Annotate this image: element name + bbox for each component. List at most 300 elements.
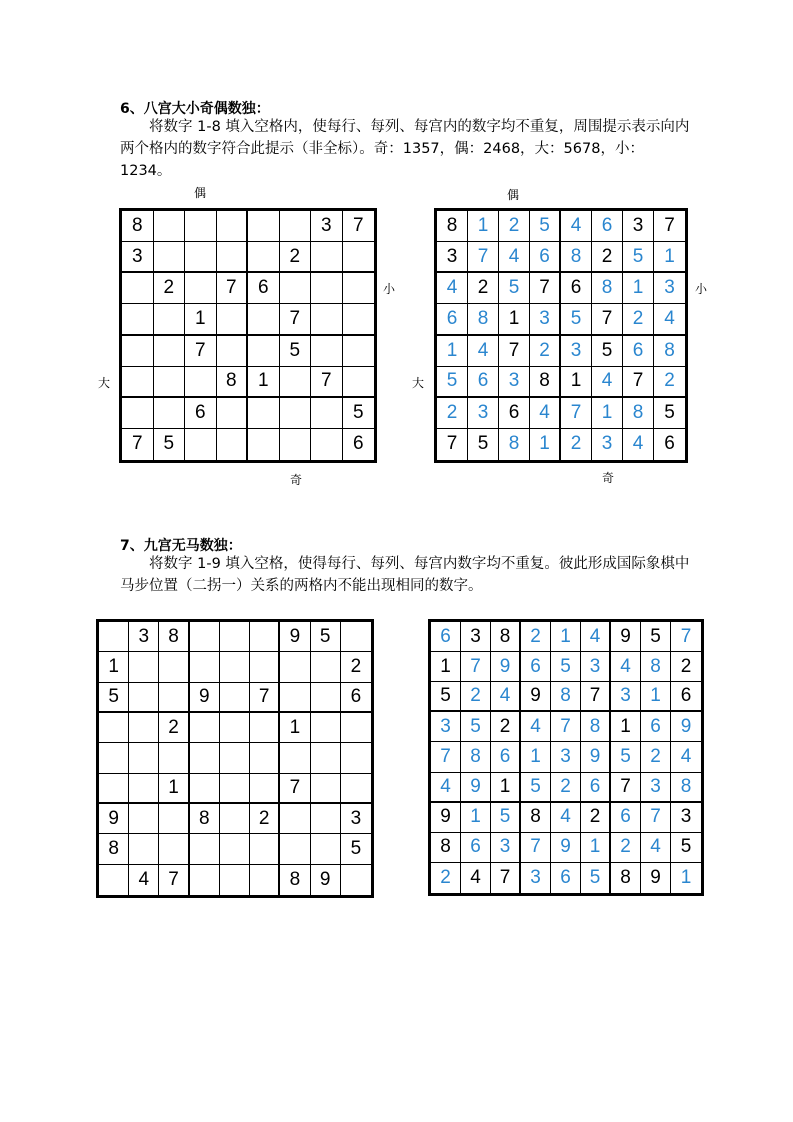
sudoku-cell: 5 — [530, 211, 561, 242]
sudoku-cell: 8 — [592, 273, 623, 304]
sudoku-cell: 9 — [280, 622, 310, 652]
sudoku-cell — [159, 804, 189, 834]
sudoku-cell: 9 — [641, 863, 671, 893]
sudoku-cell: 9 — [311, 865, 341, 895]
hint-bottom-right: 奇 — [602, 471, 615, 485]
sudoku-cell: 3 — [592, 429, 623, 460]
sudoku-cell: 9 — [521, 682, 551, 712]
sudoku-cell: 3 — [623, 211, 654, 242]
sudoku-cell: 1 — [499, 304, 530, 335]
sudoku-cell: 3 — [641, 773, 671, 803]
sudoku-cell: 6 — [468, 367, 499, 398]
sudoku-cell: 1 — [551, 622, 581, 652]
sudoku-cell — [311, 273, 343, 304]
sudoku-cell — [280, 652, 310, 682]
sudoku-cell: 3 — [129, 622, 159, 652]
sudoku-cell: 7 — [592, 304, 623, 335]
sudoku-cell — [220, 743, 250, 773]
sudoku-cell: 8 — [561, 242, 592, 273]
sudoku-cell: 6 — [561, 273, 592, 304]
sudoku-cell: 6 — [611, 803, 641, 833]
sudoku-cell — [341, 774, 371, 804]
sudoku-cell — [248, 336, 280, 367]
puzzle-7-grid — [96, 619, 374, 898]
sudoku-cell: 4 — [592, 367, 623, 398]
sudoku-cell: 8 — [468, 304, 499, 335]
sudoku-cell: 2 — [154, 273, 186, 304]
sudoku-cell: 5 — [592, 336, 623, 367]
sudoku-cell: 7 — [641, 803, 671, 833]
sudoku-cell — [250, 743, 280, 773]
sudoku-cell — [250, 774, 280, 804]
sudoku-cell: 1 — [592, 398, 623, 429]
sudoku-cell — [99, 865, 129, 895]
sudoku-cell — [311, 242, 343, 273]
sudoku-cell: 5 — [341, 834, 371, 864]
sudoku-cell — [220, 774, 250, 804]
sudoku-cell: 5 — [671, 833, 701, 863]
sudoku-cell — [280, 398, 312, 429]
sudoku-cell: 6 — [581, 773, 611, 803]
sudoku-cell: 1 — [641, 682, 671, 712]
sudoku-cell — [154, 242, 186, 273]
sudoku-cell: 5 — [581, 863, 611, 893]
sudoku-cell: 1 — [521, 742, 551, 772]
sudoku-cell: 5 — [311, 622, 341, 652]
sudoku-cell: 4 — [468, 336, 499, 367]
sudoku-cell: 5 — [611, 742, 641, 772]
sudoku-cell — [280, 804, 310, 834]
sudoku-cell: 5 — [154, 429, 186, 460]
sudoku-cell: 7 — [551, 712, 581, 742]
sudoku-cell: 1 — [280, 713, 310, 743]
sudoku-cell — [341, 713, 371, 743]
sudoku-cell: 2 — [581, 803, 611, 833]
puzzle-6-title: 6、八宫大小奇偶数独： — [120, 101, 270, 117]
sudoku-cell: 3 — [530, 304, 561, 335]
sudoku-cell: 7 — [461, 652, 491, 682]
sudoku-cell — [185, 367, 217, 398]
sudoku-cell: 7 — [654, 211, 685, 242]
sudoku-cell: 6 — [671, 682, 701, 712]
sudoku-cell: 4 — [491, 682, 521, 712]
hint-right-left — [383, 280, 396, 297]
sudoku-cell — [190, 774, 220, 804]
sudoku-cell: 7 — [159, 865, 189, 895]
sudoku-cell: 9 — [431, 803, 461, 833]
sudoku-cell: 2 — [461, 682, 491, 712]
sudoku-cell: 3 — [468, 398, 499, 429]
sudoku-cell: 4 — [654, 304, 685, 335]
sudoku-cell: 3 — [311, 211, 343, 242]
sudoku-cell: 1 — [99, 652, 129, 682]
sudoku-cell — [190, 834, 220, 864]
sudoku-cell: 8 — [499, 429, 530, 460]
sudoku-cell: 5 — [99, 683, 129, 713]
sudoku-cell — [343, 336, 375, 367]
sudoku-cell — [220, 622, 250, 652]
sudoku-cell: 7 — [491, 863, 521, 893]
sudoku-cell — [99, 774, 129, 804]
puzzle-7-description — [120, 553, 690, 597]
sudoku-cell: 2 — [491, 712, 521, 742]
sudoku-cell — [280, 834, 310, 864]
sudoku-cell: 2 — [437, 398, 468, 429]
sudoku-cell: 2 — [431, 863, 461, 893]
sudoku-cell — [343, 304, 375, 335]
hint-left-right: 大 — [412, 376, 425, 390]
sudoku-cell — [217, 242, 249, 273]
sudoku-cell: 6 — [461, 833, 491, 863]
sudoku-cell: 5 — [623, 242, 654, 273]
sudoku-cell — [220, 652, 250, 682]
sudoku-cell: 7 — [280, 774, 310, 804]
sudoku-cell — [341, 743, 371, 773]
puzzle-7-title: 7、九宫无马数独： — [120, 538, 242, 554]
sudoku-cell: 6 — [437, 304, 468, 335]
sudoku-cell: 3 — [437, 242, 468, 273]
sudoku-cell: 3 — [671, 803, 701, 833]
sudoku-cell — [190, 652, 220, 682]
sudoku-cell: 1 — [159, 774, 189, 804]
sudoku-cell: 6 — [530, 242, 561, 273]
sudoku-cell: 3 — [521, 863, 551, 893]
sudoku-cell: 5 — [654, 398, 685, 429]
sudoku-cell: 5 — [280, 336, 312, 367]
sudoku-cell — [129, 804, 159, 834]
sudoku-cell: 4 — [623, 429, 654, 460]
sudoku-cell — [129, 774, 159, 804]
hint-bottom-left: 奇 — [290, 473, 303, 487]
sudoku-cell: 9 — [551, 833, 581, 863]
sudoku-cell — [217, 398, 249, 429]
sudoku-cell — [129, 834, 159, 864]
sudoku-cell: 8 — [521, 803, 551, 833]
sudoku-cell: 8 — [280, 865, 310, 895]
hint-top-left: 偶 — [194, 186, 207, 200]
sudoku-cell: 7 — [250, 683, 280, 713]
sudoku-cell: 4 — [561, 211, 592, 242]
sudoku-cell: 6 — [551, 863, 581, 893]
sudoku-cell: 7 — [185, 336, 217, 367]
sudoku-cell — [311, 304, 343, 335]
sudoku-cell — [311, 683, 341, 713]
sudoku-cell: 3 — [654, 273, 685, 304]
sudoku-cell: 3 — [561, 336, 592, 367]
sudoku-cell — [129, 683, 159, 713]
sudoku-cell — [248, 398, 280, 429]
sudoku-cell — [311, 774, 341, 804]
sudoku-cell: 5 — [431, 682, 461, 712]
sudoku-cell: 5 — [437, 367, 468, 398]
sudoku-cell: 4 — [530, 398, 561, 429]
sudoku-cell: 9 — [671, 712, 701, 742]
sudoku-cell: 4 — [461, 863, 491, 893]
sudoku-cell: 6 — [623, 336, 654, 367]
sudoku-cell: 8 — [623, 398, 654, 429]
sudoku-cell — [311, 336, 343, 367]
sudoku-cell — [129, 713, 159, 743]
hint-right-right: 小 — [695, 282, 708, 296]
sudoku-cell: 6 — [491, 742, 521, 772]
sudoku-cell — [250, 834, 280, 864]
sudoku-cell — [190, 743, 220, 773]
sudoku-cell: 2 — [641, 742, 671, 772]
sudoku-cell: 8 — [641, 652, 671, 682]
sudoku-cell: 4 — [551, 803, 581, 833]
sudoku-cell: 1 — [680, 866, 692, 888]
sudoku-cell: 6 — [499, 398, 530, 429]
sudoku-cell — [280, 211, 312, 242]
sudoku-cell: 4 — [431, 773, 461, 803]
sudoku-cell: 5 — [561, 304, 592, 335]
sudoku-cell: 4 — [521, 712, 551, 742]
sudoku-cell: 2 — [551, 773, 581, 803]
sudoku-cell — [343, 367, 375, 398]
sudoku-cell: 9 — [99, 804, 129, 834]
sudoku-cell: 6 — [185, 398, 217, 429]
sudoku-cell: 8 — [530, 367, 561, 398]
sudoku-cell — [280, 683, 310, 713]
sudoku-cell — [311, 834, 341, 864]
sudoku-cell: 1 — [611, 712, 641, 742]
sudoku-cell — [122, 367, 154, 398]
sudoku-cell — [190, 622, 220, 652]
sudoku-cell — [185, 242, 217, 273]
sudoku-cell: 4 — [581, 622, 611, 652]
hint-right-left-text: 小 — [383, 282, 396, 296]
sudoku-cell: 2 — [611, 833, 641, 863]
sudoku-cell — [280, 273, 312, 304]
sudoku-cell: 8 — [654, 336, 685, 367]
sudoku-cell: 3 — [461, 622, 491, 652]
sudoku-cell: 8 — [99, 834, 129, 864]
sudoku-cell: 6 — [592, 211, 623, 242]
sudoku-cell — [248, 242, 280, 273]
sudoku-cell — [159, 683, 189, 713]
sudoku-cell: 5 — [343, 398, 375, 429]
sudoku-cell: 5 — [641, 622, 671, 652]
sudoku-cell: 3 — [431, 712, 461, 742]
sudoku-cell: 1 — [623, 273, 654, 304]
sudoku-cell: 2 — [561, 429, 592, 460]
sudoku-cell: 6 — [341, 683, 371, 713]
sudoku-cell: 1 — [491, 773, 521, 803]
sudoku-cell — [250, 713, 280, 743]
sudoku-cell — [280, 429, 312, 460]
sudoku-cell: 1 — [437, 336, 468, 367]
sudoku-cell: 9 — [491, 652, 521, 682]
sudoku-cell: 4 — [641, 833, 671, 863]
sudoku-cell — [311, 652, 341, 682]
sudoku-cell — [159, 743, 189, 773]
sudoku-cell — [311, 713, 341, 743]
sudoku-cell: 3 — [122, 242, 154, 273]
sudoku-cell: 2 — [530, 336, 561, 367]
sudoku-cell: 4 — [129, 865, 159, 895]
sudoku-cell: 1 — [461, 803, 491, 833]
sudoku-cell: 7 — [468, 242, 499, 273]
sudoku-cell: 3 — [499, 367, 530, 398]
sudoku-cell — [343, 273, 375, 304]
sudoku-cell: 4 — [611, 652, 641, 682]
sudoku-cell — [311, 804, 341, 834]
sudoku-cell: 1 — [185, 304, 217, 335]
sudoku-cell: 7 — [280, 304, 312, 335]
sudoku-cell — [280, 367, 312, 398]
sudoku-cell — [311, 743, 341, 773]
sudoku-cell — [341, 865, 371, 895]
sudoku-cell: 5 — [491, 803, 521, 833]
sudoku-cell: 8 — [491, 622, 521, 652]
sudoku-cell: 3 — [341, 804, 371, 834]
sudoku-cell: 7 — [671, 622, 701, 652]
sudoku-cell — [343, 242, 375, 273]
sudoku-cell — [159, 652, 189, 682]
hint-left-left: 大 — [98, 376, 111, 390]
sudoku-cell — [250, 652, 280, 682]
sudoku-cell — [217, 211, 249, 242]
sudoku-cell: 6 — [521, 652, 551, 682]
sudoku-cell — [185, 273, 217, 304]
sudoku-cell: 1 — [468, 211, 499, 242]
sudoku-cell: 2 — [499, 211, 530, 242]
sudoku-cell: 9 — [461, 773, 491, 803]
sudoku-cell — [280, 743, 310, 773]
sudoku-cell: 1 — [248, 367, 280, 398]
sudoku-cell: 8 — [551, 682, 581, 712]
sudoku-cell: 5 — [499, 273, 530, 304]
sudoku-cell — [154, 367, 186, 398]
sudoku-cell: 8 — [671, 773, 701, 803]
sudoku-cell: 2 — [521, 622, 551, 652]
sudoku-cell — [311, 429, 343, 460]
sudoku-cell: 6 — [352, 433, 364, 455]
sudoku-cell — [217, 304, 249, 335]
sudoku-cell — [220, 834, 250, 864]
sudoku-cell: 9 — [581, 742, 611, 772]
sudoku-cell: 5 — [468, 429, 499, 460]
sudoku-cell: 8 — [190, 804, 220, 834]
sudoku-cell — [159, 834, 189, 864]
sudoku-cell: 8 — [437, 211, 468, 242]
sudoku-cell: 2 — [250, 804, 280, 834]
sudoku-cell: 7 — [561, 398, 592, 429]
sudoku-cell: 2 — [341, 652, 371, 682]
sudoku-cell — [220, 804, 250, 834]
sudoku-cell: 2 — [623, 304, 654, 335]
sudoku-cell — [217, 336, 249, 367]
sudoku-cell: 7 — [343, 211, 375, 242]
sudoku-cell: 6 — [431, 622, 461, 652]
sudoku-cell: 7 — [530, 273, 561, 304]
sudoku-cell — [99, 743, 129, 773]
sudoku-cell — [250, 865, 280, 895]
sudoku-cell — [220, 865, 250, 895]
sudoku-cell — [185, 429, 217, 460]
sudoku-cell — [154, 211, 186, 242]
sudoku-cell — [250, 622, 280, 652]
sudoku-cell: 1 — [561, 367, 592, 398]
sudoku-cell: 7 — [499, 336, 530, 367]
sudoku-cell — [129, 652, 159, 682]
sudoku-cell — [220, 683, 250, 713]
sudoku-cell: 7 — [431, 742, 461, 772]
puzzle-6-description-text: 将数字 1-8 填入空格内，使每行、每列、每宫内的数字均不重复，周围提示表示向内两个格内的数字符合此提示（非全标）。奇：1357，偶：2468，大：5678，小：1234。 — [120, 119, 690, 179]
sudoku-cell — [122, 398, 154, 429]
sudoku-cell: 8 — [461, 742, 491, 772]
sudoku-cell — [154, 398, 186, 429]
sudoku-cell: 4 — [499, 242, 530, 273]
sudoku-cell — [248, 429, 280, 460]
sudoku-cell: 3 — [581, 652, 611, 682]
sudoku-cell — [129, 743, 159, 773]
puzzle-6-solution-grid — [434, 208, 688, 463]
sudoku-cell — [154, 336, 186, 367]
sudoku-cell: 6 — [248, 273, 280, 304]
sudoku-cell — [248, 211, 280, 242]
sudoku-cell: 9 — [611, 622, 641, 652]
sudoku-cell: 3 — [551, 742, 581, 772]
sudoku-cell: 1 — [530, 429, 561, 460]
sudoku-cell: 8 — [122, 211, 154, 242]
sudoku-cell — [220, 713, 250, 743]
sudoku-cell: 8 — [611, 863, 641, 893]
sudoku-cell: 7 — [311, 367, 343, 398]
sudoku-cell: 3 — [611, 682, 641, 712]
sudoku-cell — [190, 713, 220, 743]
sudoku-cell — [99, 622, 129, 652]
sudoku-cell: 1 — [654, 242, 685, 273]
sudoku-cell: 8 — [217, 367, 249, 398]
sudoku-cell: 2 — [468, 273, 499, 304]
sudoku-cell: 4 — [437, 273, 468, 304]
puzzle-7-description-text: 将数字 1-9 填入空格，使得每行、每列、每宫内数字均不重复。彼此形成国际象棋中马步位置（二拐一）关系的两格内不能出现相同的数字。 — [120, 556, 690, 594]
sudoku-cell — [122, 304, 154, 335]
sudoku-cell: 3 — [491, 833, 521, 863]
puzzle-6-grid — [119, 208, 377, 463]
sudoku-cell: 4 — [671, 742, 701, 772]
sudoku-cell: 1 — [431, 652, 461, 682]
sudoku-cell — [122, 273, 154, 304]
sudoku-cell: 7 — [623, 367, 654, 398]
sudoku-cell — [99, 713, 129, 743]
sudoku-cell: 7 — [581, 682, 611, 712]
sudoku-cell: 2 — [280, 242, 312, 273]
sudoku-cell: 7 — [217, 273, 249, 304]
sudoku-cell: 8 — [581, 712, 611, 742]
sudoku-cell: 5 — [461, 712, 491, 742]
sudoku-cell: 5 — [521, 773, 551, 803]
sudoku-cell — [154, 304, 186, 335]
sudoku-cell — [217, 429, 249, 460]
sudoku-cell: 5 — [551, 652, 581, 682]
sudoku-cell — [248, 304, 280, 335]
sudoku-cell — [185, 211, 217, 242]
sudoku-cell: 9 — [190, 683, 220, 713]
sudoku-cell: 2 — [654, 367, 685, 398]
sudoku-cell: 6 — [641, 712, 671, 742]
sudoku-cell: 8 — [159, 622, 189, 652]
sudoku-cell: 2 — [671, 652, 701, 682]
sudoku-cell: 8 — [431, 833, 461, 863]
sudoku-cell: 6 — [664, 433, 675, 455]
sudoku-cell: 7 — [122, 429, 154, 460]
sudoku-cell: 1 — [581, 833, 611, 863]
puzzle-6-description — [120, 116, 690, 182]
sudoku-cell — [311, 398, 343, 429]
sudoku-cell — [190, 865, 220, 895]
